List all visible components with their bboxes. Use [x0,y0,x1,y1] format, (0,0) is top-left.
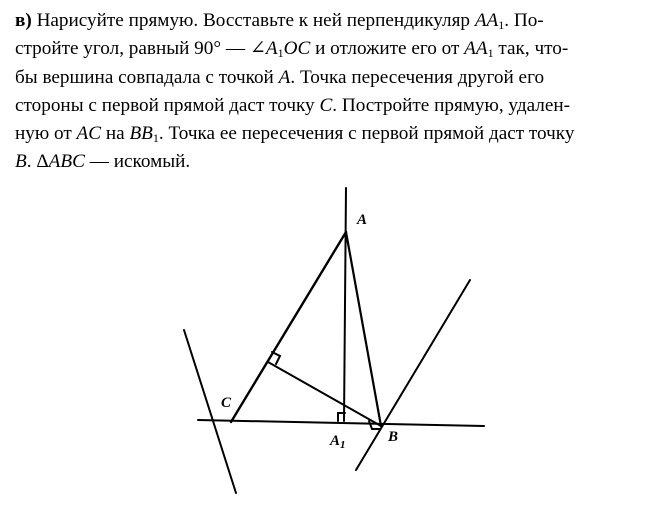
label-b: B [388,429,399,445]
text-run: . Точка ее пересечения с первой прямой даст точку [158,123,575,145]
text-run: так, что- [493,38,569,60]
text-run: бы вершина совпадала с точкой [15,66,279,88]
math-symbol: OC [283,38,311,60]
math-symbol: AA [474,10,499,31]
text-run: Нарисуйте прямую. Восставьте к ней перпендикуляр [36,10,475,31]
base-line [198,420,484,426]
math-symbol: A [278,66,291,88]
perpendicular-line [344,188,346,421]
math-subscript: 1 [152,131,159,146]
text-run: — искомый. [84,151,191,173]
text-run: . Постройте прямую, удален- [332,94,571,116]
math-subscript: 1 [487,46,494,61]
text-run: . Δ [26,151,49,173]
text-run: ную от [15,123,77,145]
label-c: C [221,395,232,411]
math-symbol: A [265,38,278,60]
label-a1-sub: 1 [340,439,346,451]
problem-marker: в) [15,10,37,31]
text-run: и отложите его от [310,38,465,60]
math-symbol: AC [76,123,102,145]
text-run: стороны с первой прямой даст точку [15,94,320,116]
side-ab [346,232,381,426]
text-run: стройте угол, равный 90° — ∠ [15,38,266,60]
label-a1-main: A [330,433,341,449]
parallel-line [356,280,470,470]
math-symbol: B [15,151,27,173]
math-symbol: AA [464,38,488,60]
math-symbol: BB [129,123,153,145]
math-subscript: 1 [498,18,505,32]
distance-segment [268,362,381,426]
math-symbol: C [319,94,333,116]
text-run: на [101,123,130,145]
math-subscript: 1 [277,46,284,61]
text-run: . По- [504,10,544,31]
label-a1 [329,433,346,451]
label-a: A [357,212,368,228]
side-ac [231,232,346,422]
left-line [184,330,236,493]
math-symbol: ABC [48,151,85,173]
text-run: . Точка пересечения другой его [290,66,545,88]
